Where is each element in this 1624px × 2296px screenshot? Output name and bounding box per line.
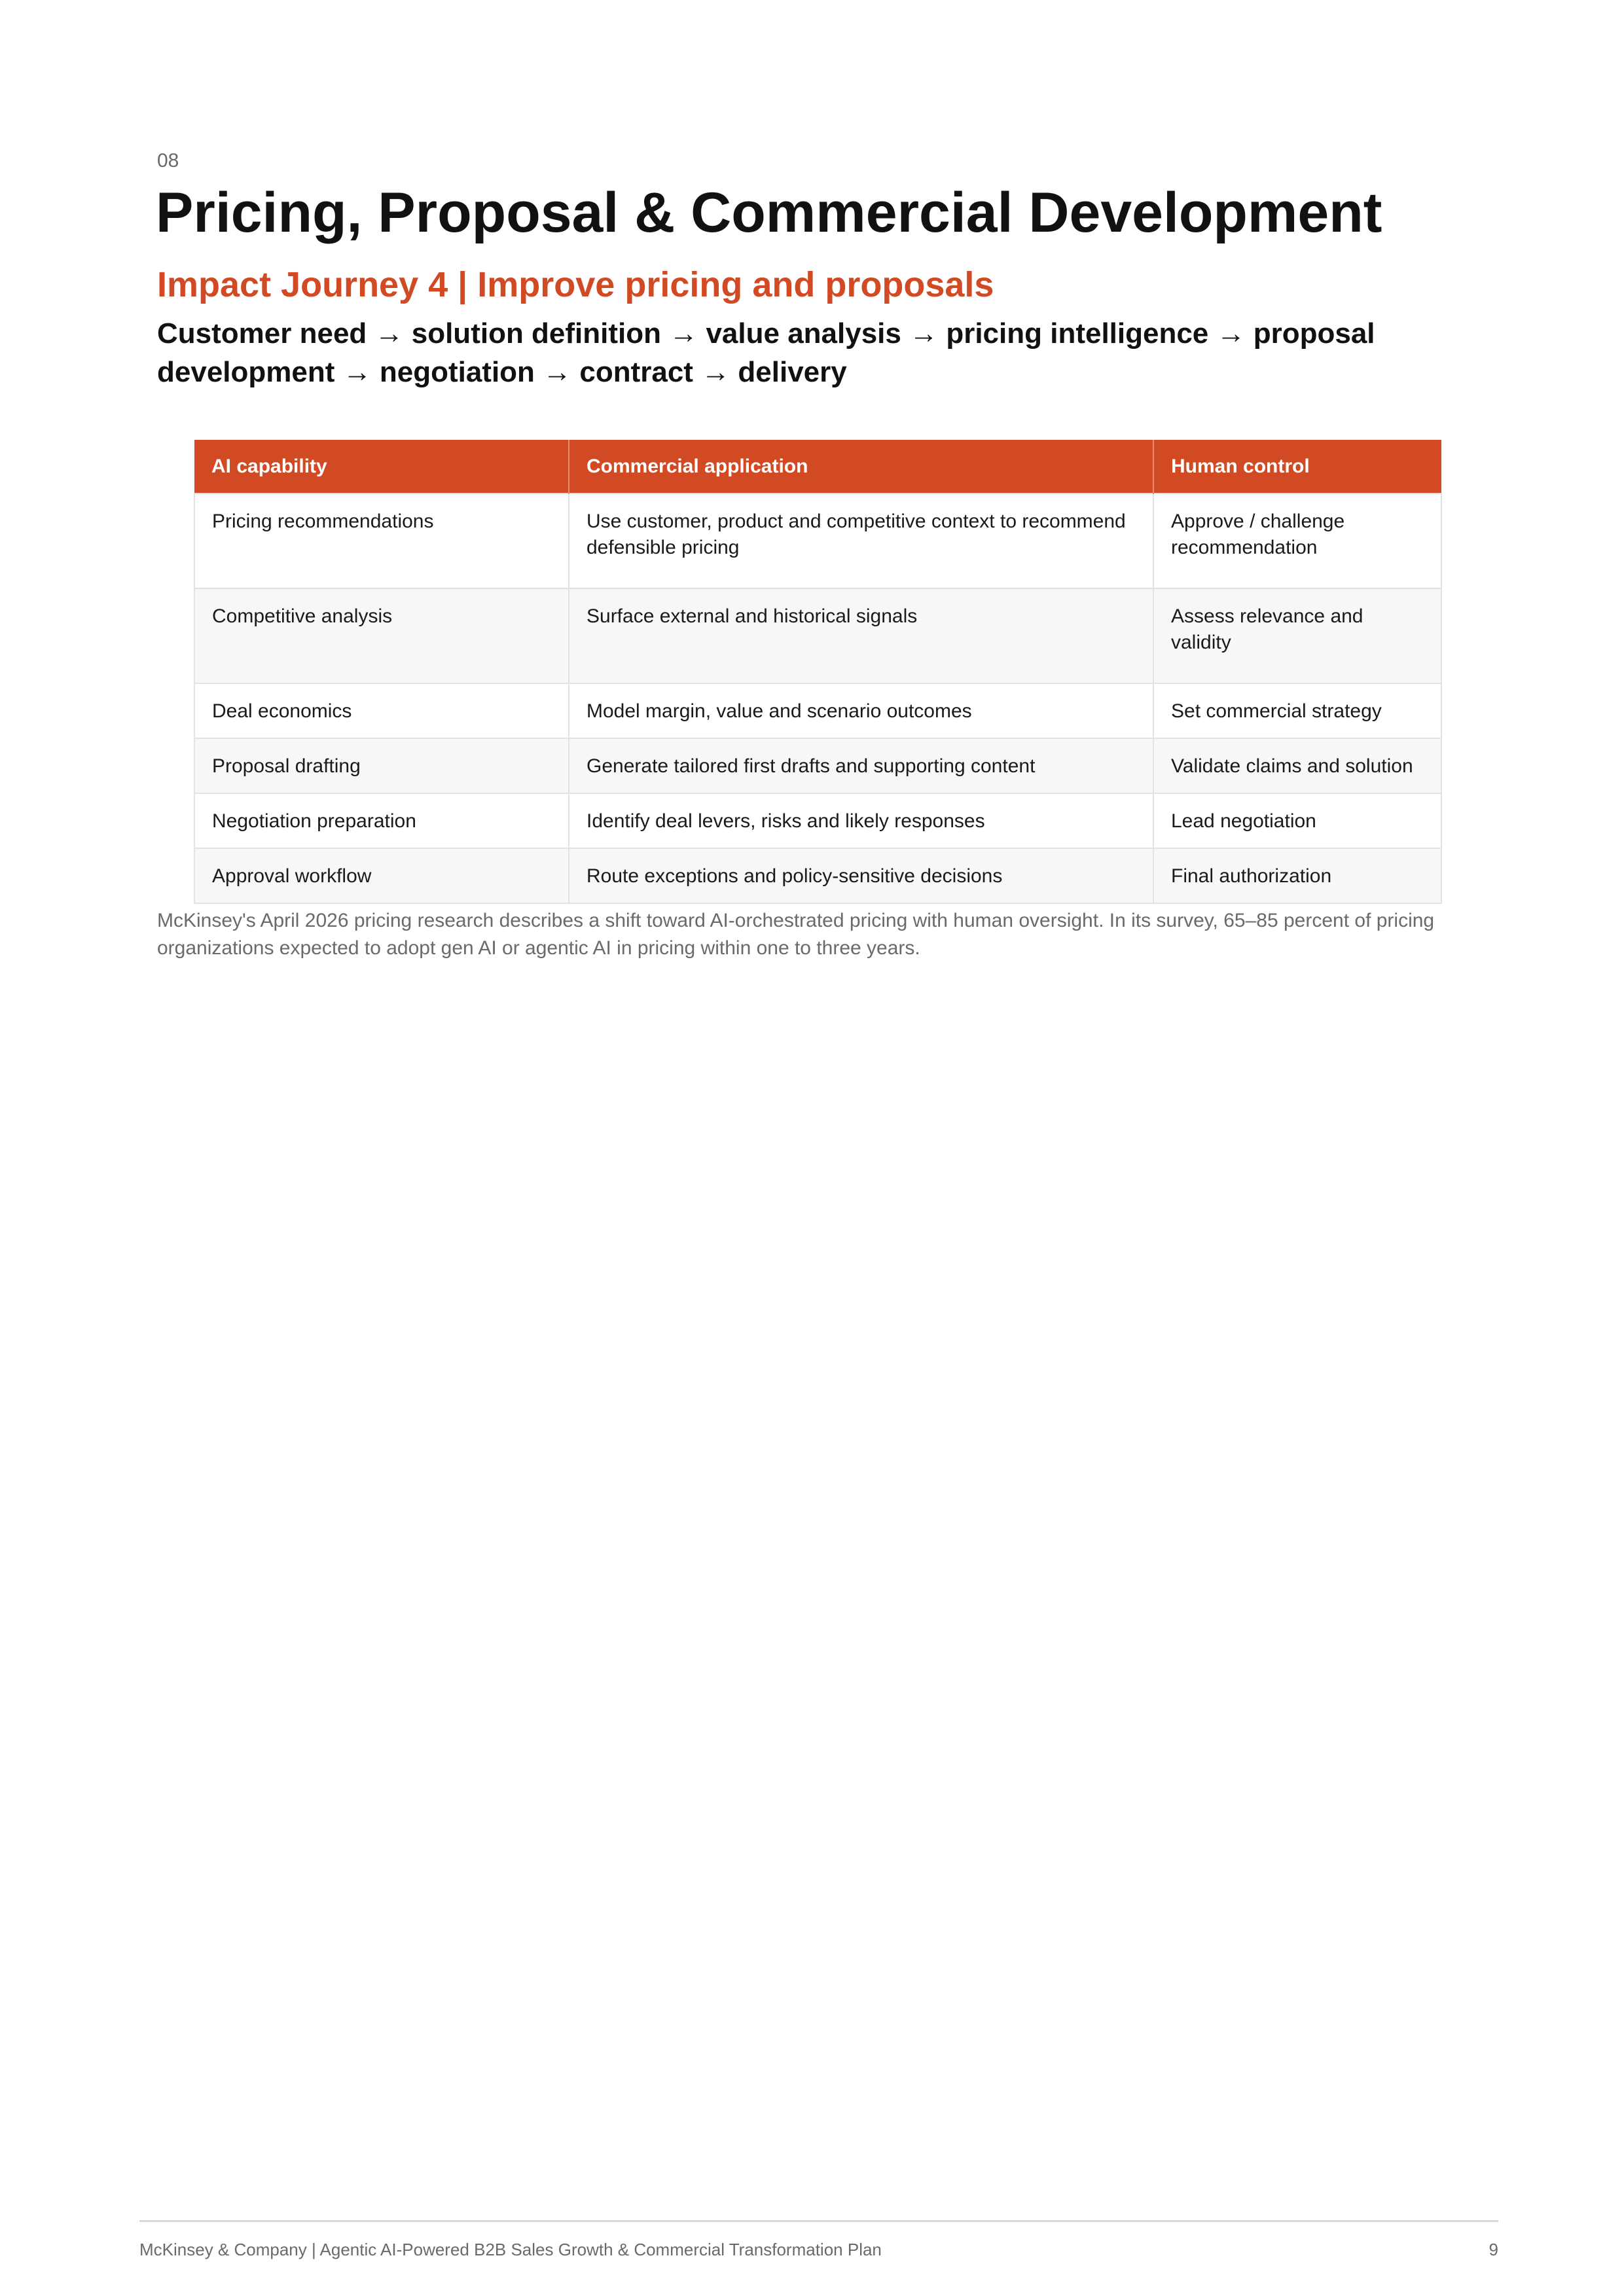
table-cell: Proposal drafting [194,738,569,793]
table-cell: Validate claims and solution [1153,738,1441,793]
table-cell: Model margin, value and scenario outcomes [569,683,1153,738]
table-row [194,588,1441,683]
table-cell: Assess relevance and validity [1153,588,1441,683]
table-cell: Deal economics [194,683,569,738]
table-row [194,493,1441,588]
footer-text: McKinsey & Company | Agentic AI-Powered B2B Sales Growth & Commercial Transformation Plan [139,2240,882,2259]
footer-divider [139,2220,1498,2222]
table-cell: Negotiation preparation [194,793,569,848]
capability-table-grid [194,440,1442,904]
table-row [194,793,1441,848]
table-cell: Competitive analysis [194,588,569,683]
page-title: Pricing, Proposal & Commercial Development [156,181,1382,244]
table-cell: Approval workflow [194,848,569,903]
column-header-commercial-application: Commercial application [569,440,1153,493]
column-header-human-control: Human control [1153,440,1441,493]
table-cell: Final authorization [1153,848,1441,903]
table-cell: Use customer, product and competitive context to recommend defensible pricing [569,493,1153,588]
impact-journey-subtitle: Impact Journey 4 | Improve pricing and proposals [157,265,994,304]
section-number: 08 [157,150,179,171]
table-row [194,848,1441,903]
table-cell: Lead negotiation [1153,793,1441,848]
table-row [194,738,1441,793]
table-cell: Surface external and historical signals [569,588,1153,683]
research-footnote: McKinsey's April 2026 pricing research describes a shift toward AI-orchestrated pricing with human oversight. In its survey, 65–85 percent of pricing organizations expected to adopt gen AI or agentic AI in pricing within one to three years. [157,910,1435,959]
table-header-row [194,440,1441,493]
page-number: 9 [1489,2240,1498,2259]
journey-flow: Customer need → solution definition → value analysis → pricing intelligence → proposal development → negotiation → contract → delivery [157,317,1375,388]
table-cell: Identify deal levers, risks and likely responses [569,793,1153,848]
table-cell: Route exceptions and policy-sensitive decisions [569,848,1153,903]
table-row [194,683,1441,738]
table-cell: Generate tailored first drafts and supporting content [569,738,1153,793]
capability-table [194,440,1441,904]
table-cell: Set commercial strategy [1153,683,1441,738]
column-header-ai-capability: AI capability [194,440,569,493]
table-cell: Pricing recommendations [194,493,569,588]
table-cell: Approve / challenge recommendation [1153,493,1441,588]
